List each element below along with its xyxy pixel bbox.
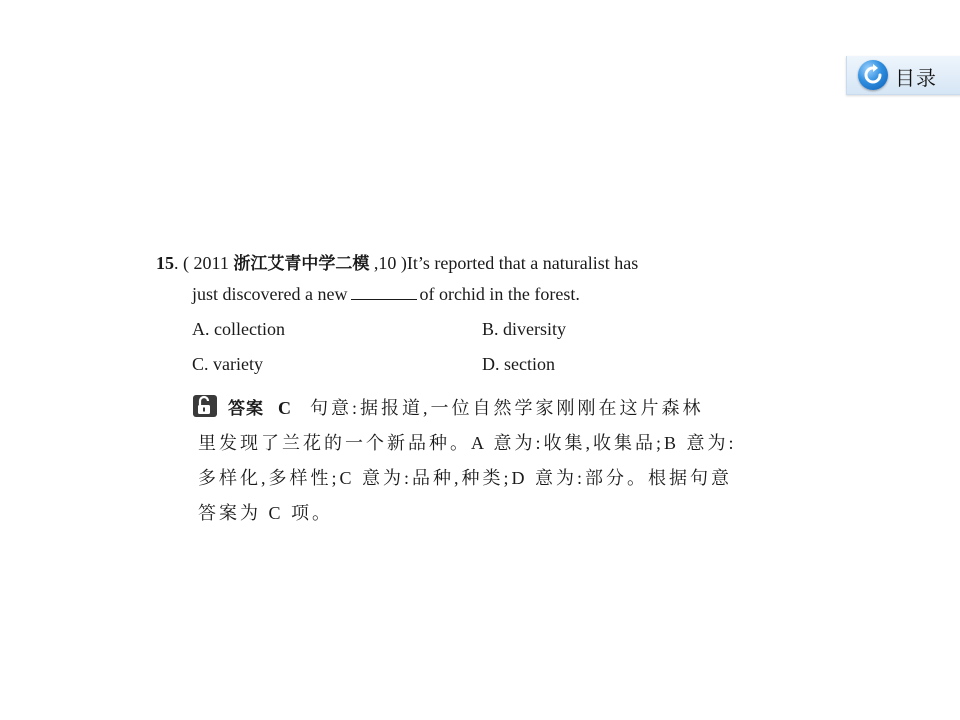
answer-blank — [351, 285, 417, 300]
unlock-icon — [192, 394, 218, 418]
answer-line-1 — [192, 394, 704, 420]
answer-text-line-2: 里发现了兰花的一个新品种。A 意为:收集,收集品;B 意为: — [198, 433, 737, 453]
stem-line-2-before: just discovered a new — [192, 284, 348, 304]
answer-letter: C — [278, 398, 294, 418]
refresh-arrow-icon — [858, 60, 888, 90]
answer-text-line-4: 答案为 C 项。 — [198, 503, 334, 523]
question-line-1 — [156, 249, 638, 274]
source-open: . ( 2011 — [174, 253, 234, 273]
option-c: C. variety — [192, 354, 263, 374]
stem-line-2-after: of orchid in the forest. — [419, 284, 580, 304]
option-b: B. diversity — [482, 319, 566, 339]
option-d: D. section — [482, 354, 555, 374]
answer-text-line-3: 多样化,多样性;C 意为:品种,种类;D 意为:部分。根据句意 — [198, 468, 733, 488]
question-line-2 — [192, 284, 580, 305]
option-a: A. collection — [192, 319, 285, 339]
answer-text-line-1: 句意:据报道,一位自然学家刚刚在这片森林 — [310, 398, 704, 418]
toc-button[interactable] — [846, 56, 960, 95]
source-close: ,10 ) — [369, 253, 407, 273]
stem-line-1: It’s reported that a naturalist has — [406, 253, 639, 273]
answer-label: 答案 — [228, 399, 264, 419]
toc-label: 目录 — [895, 66, 937, 90]
source-school: 浙江艾青中学二模 — [233, 254, 370, 274]
question-number: 15 — [156, 253, 174, 273]
